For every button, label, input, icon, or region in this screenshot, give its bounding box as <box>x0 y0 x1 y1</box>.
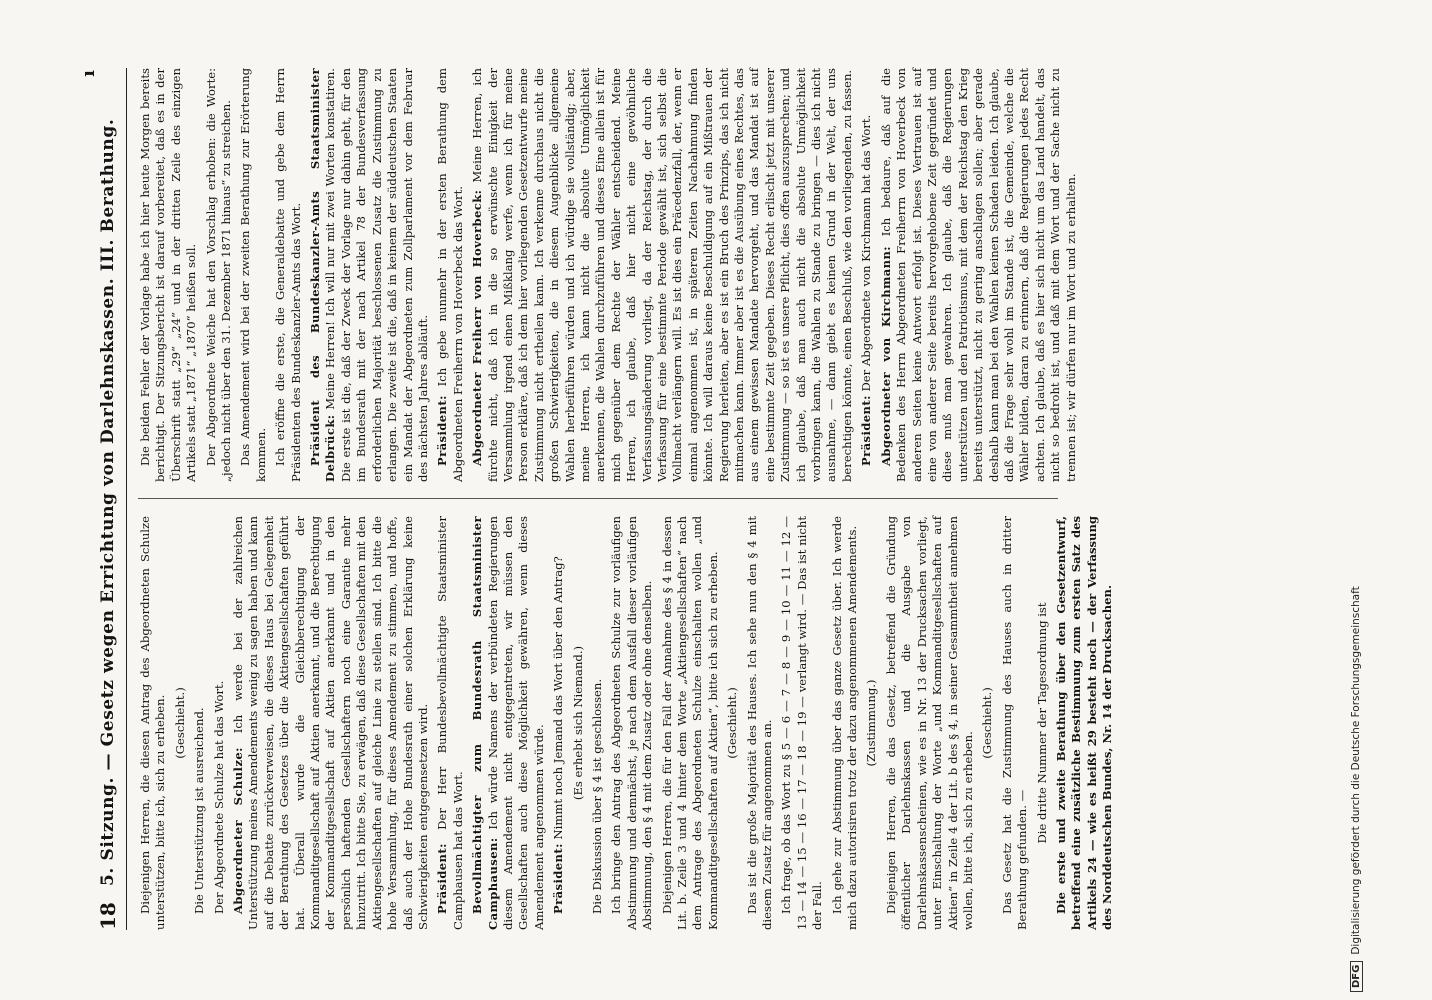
paragraph: Ich frage, ob das Wort zu § 5 — 6 — 7 — 8 — 9 — 10 — 11 — 12 — 13 — 14 — 15 — 16 — 17 — 18 — 19 — verlangt wird. — Das ist nicht der Fall. <box>779 516 825 930</box>
paragraph: Die dritte Nummer der Tagesordnung ist <box>1034 602 1049 844</box>
page-number: 18 <box>96 902 120 930</box>
speaker-name: Präsident: <box>551 843 566 914</box>
speech-text: Ich bedaure, daß auf die Bedenken des Herrn Abgeordneten Freiherrn von Hoverbeck von anderen Seiten keine Antwort erfolgt ist. Dieses Vertrauen ist auf eine von anderer Seite bereits hervorgehobene Zeit gegründet und diese muß man gewahren. Ich glaube, daß die Regierungen unterstützen und den Patriotismus, mit dem der Reichstag den Krieg bereits unterstützt, nicht zu gering anschlagen sollen; aber gerade deshalb kann man bei den Wahlen keinen Schaden leiden. Ich glaube, daß die Frage sehr wohl im Stande ist, die Gemeinde, welche die Wähler bilden, daran zu erinnern, daß die Regierungen jedes Recht achten. Ich glaube, daß es hier sich nicht um das Land handelt, das nicht so bedroht ist, und daß mit dem Wort und der Sache nicht zu trennen ist; wir dürfen nur im Wort und zu erhalten. <box>878 68 1078 482</box>
footer-text: Digitalisierung gefördert durch die Deutsche Forschungsgemeinschaft <box>1350 586 1362 955</box>
speech-text: Meine Herren! Ich will nur mit zwei Worten konstatiren. Die erste ist die, daß der Zweck der Vorlage nur dahin geht, für den im Bundesrath mit der nach Artikel 78 der Bundesverfassung erforderlichen Majorität beschlossenen Zusatz die Zustimmung zu erlangen. Die zweite ist die, daß in keinem der süddeutschen Staaten ein Mandat der Abgeordneten zum Zollparlament vor dem Februar des nächsten Jahres abläuft. <box>323 68 430 482</box>
agenda-item: Die erste und zweite Berathung über den Gesetzentwurf, betreffend eine zusätzliche Bestimmung zum ersten Satz des Artikels 24 — wie es heißt 29 besteht noch — der Verfassung des Norddeutschen Bundes, Nr. 14 der Drucksachen. <box>1053 516 1115 930</box>
speech <box>308 68 431 482</box>
speaker-name: Präsident: <box>859 395 874 466</box>
stage-direction: (Geschieht.) <box>725 687 740 759</box>
speech <box>470 516 547 930</box>
speech-text: Nimmt noch Jemand das Wort über den Antrag? <box>551 556 566 840</box>
speech <box>435 516 466 930</box>
paragraph: Diejenigen Herren, die das Gesetz, betreffend die Gründung öffentlicher Darlehnskassen und die Ausgabe von Darlehnskassenscheinen, wie es in Nr. 13 der Drucksachen vorliegt, unter Einschaltung der Worte „und Kommanditgesellschaften auf Aktien“ in Zeile 4 der Lit. b des § 4, in seiner Gesammtheit annehmen wollen, bitte ich, sich zu erheben. <box>883 516 975 930</box>
paragraph: Der Abgeordnete Schulze hat das Wort. <box>211 680 226 914</box>
speaker-name: Präsident: <box>435 395 450 466</box>
speech-text: Der Herr Bundesbevollmächtigte Staatsminister Camphausen hat das Wort. <box>435 515 465 930</box>
margin-mark: ı <box>78 70 99 77</box>
footer-credit <box>1350 12 1372 992</box>
paragraph: Ich gehe zur Abstimmung über das ganze Gesetz über. Ich werde mich dazu autorisiren trotz der dazu angenommenen Amendements. <box>829 516 860 930</box>
page-title: 5. Sitzung. — Gesetz wegen Errichtung von Darlehnskassen. III. Berathung. <box>98 118 118 886</box>
paragraph: Diejenigen Herren, die für den Fall der Annahme des § 4 in dessen Lit. b. Zeile 3 und 4 hinter dem Worte „Aktiengesellschaften“ nach dem Antrage des Abgeordneten Schulze einschalten wollen „und Kommanditgesellschaften auf Aktien“, bitte ich sich zu erheben. <box>659 516 720 930</box>
left-column <box>138 516 1120 930</box>
stage-direction: (Zustimmung.) <box>864 679 879 767</box>
speaker-name: Präsident: <box>435 843 450 914</box>
speaker-name: Abgeordneter Schulze: <box>231 747 246 914</box>
speech <box>435 68 466 482</box>
speaker-name: Bevollmächtigter zum Bundesrath Staatsminister Camphausen: <box>470 516 500 930</box>
page-header <box>78 68 127 930</box>
speech-text: Meine Herren, ich fürchte nicht, daß ich in die so erwünschte Einigkeit der Versammlung irgend einen Mißklang werfe, wenn ich für meine Person erkläre, daß ich dem hier vorliegenden Gesetzentwurfe meine Zustimmung nicht ertheilen kann. Ich verkenne durchaus nicht die großen Schwierigkeiten, die in diesem Augenblicke allgemeine Wahlen herbeiführen würden und ich würdige sie vollständig; aber, meine Herren, ich kann nicht die absolute Unmöglichkeit anerkennen, die Wahlen durchzuführen und dieses Eine allein ist für mich gegenüber dem Rechte der Wähler entscheidend. Meine Herren, ich glaube, daß hier nicht eine gewöhnliche Verfassungsänderung vorliegt, da der Reichstag, der durch die Verfassung für eine bestimmte Periode gewählt ist, sich selbst die Vollmacht verlängern will. Es ist dies ein Präcedenzfall, der, wenn er einmal angenommen ist, in späteren Zeiten Nachahmung finden könnte. Ich will daraus keine Beschuldigung auf ein Mißtrauen der Regierung herleiten, aber es ist ein Bruch des Prinzips, das ich nicht mitmachen kann. Immer aber ist es die Ausübung eines Rechtes, das aus einem gewissen Mandate hervorgeht, und das Mandat ist auf eine bestimmte Zeit gegeben. Dieses Recht erlischt jetzt mit unserer Zustimmung — so ist es unsere Pflicht, dies offen auszusprechen; und ich glaube, daß man auch nicht die absolute Unmöglichkeit vorbringen kann, die Wahlen zu Stande zu bringen — dies ich nicht ausnahme, — dann giebt es keinen Grund in der Welt, der uns berechtigen könnte, einen Beschluß, wie den vorliegenden, zu fassen. <box>470 68 854 482</box>
speech-text: Ich würde Namens der verbündeten Regierungen diesem Amendement nicht entgegentreten, wir müssen den Gesellschaften auch diese Möglichkeit gewähren, wenn dieses Amendement angenommen würde. <box>485 516 546 930</box>
paragraph: Ich eröffne die erste, die Generaldebatte und gebe dem Herrn Präsidenten des Bundeskanzler-Amts das Wort. <box>273 68 303 482</box>
paragraph: Das Amendement wird bei der zweiten Berathung zur Erörterung kommen. <box>238 68 268 482</box>
speech <box>551 516 566 930</box>
speech <box>879 68 1079 482</box>
document-page <box>78 68 1332 930</box>
paragraph: Das ist die große Majorität des Hauses. Ich sehe nun den § 4 mit diesem Zusatz für angenommen an. <box>744 516 775 930</box>
speech-text: Ich gebe nunmehr in der ersten Berathung dem Abgeordneten Freiherrn von Hoverbeck das Wort. <box>435 68 465 482</box>
dfg-logo: DFG <box>1350 961 1363 992</box>
paragraph: Die Diskussion über § 4 ist geschlossen. <box>589 678 604 914</box>
speech-text: Der Abgeordnete von Kirchmann hat das Wort. <box>859 114 874 392</box>
speech <box>470 68 855 482</box>
paragraph: Die Unterstützung ist ausreichend. <box>192 707 207 914</box>
paragraph: Diejenigen Herren, die diesen Antrag des Abgeordneten Schulze unterstützen, bitte ich, sich zu erheben. <box>138 516 168 930</box>
paragraph: Die beiden Fehler der Vorlage habe ich hier heute Morgen bereits berichtigt. Der Sitzungsbericht ist darauf vorbereitet, daß es in der Überschrift statt „29“ „24“ und in der dritten Zeile des einzigen Artikels statt „1871“ „1870“ heißen soll. <box>138 68 199 482</box>
speaker-name: Abgeordneter Freiherr von Hoverbeck: <box>470 189 485 466</box>
stage-direction: (Es erhebt sich Niemand.) <box>570 645 585 801</box>
speaker-name: Präsident des Bundeskanzler-Amts Staatsminister Delbrück: <box>308 68 338 482</box>
right-column <box>138 68 1083 482</box>
column-divider <box>138 498 1058 499</box>
paragraph: Ich bringe den Antrag des Abgeordneten Schulze zur vorläufigen Abstimmung und demnächst, je nach dem Ausfall dieser vorläufigen Abstimmung, den § 4 mit dem Zusatz oder ohne denselben. <box>609 516 655 930</box>
speech <box>859 68 874 482</box>
stage-direction: (Geschieht.) <box>980 687 995 759</box>
speech <box>231 516 431 930</box>
paragraph: Das Gesetz hat die Zustimmung des Hauses auch in dritter Berathung gefunden. — <box>999 516 1030 930</box>
paragraph: Der Abgeordnete Weiche hat den Vorschlag erhoben: die Worte: „jedoch nicht über den 31. Dezember 1871 hinaus“ zu streichen. <box>203 68 234 482</box>
speech-text: Ich werde bei der zahlreichen Unterstützung meines Amendements wenig zu sagen haben und kann auf die Debatte zurückverweisen, die dieses Haus bei Gelegenheit der Berathung des Gesetzes über die Aktiengesellschaften geführt hat. Überall wurde die Gleichberechtigung der Kommanditgesellschaft auf Aktien anerkannt, und die Berechtigung der Kommanditgesellschaft auf Aktien anerkannt und in den persönlich haftenden Gesellschaftern noch eine Garantie mehr hinzutritt. Ich bitte Sie, zu erwägen, daß diese Gesellschaften mit den Aktiengesellschaften auf gleiche Linie zu stellen sind. Ich bitte die hohe Versammlung, für dieses Amendement zu stimmen, und hoffe, daß auch der Hohe Bundesrath einer solchen Erklärung keine Schwierigkeiten entgegensetzen wird. <box>231 516 430 930</box>
speaker-name: Abgeordneter von Kirchmann: <box>878 246 893 466</box>
stage-direction: (Geschieht.) <box>172 687 187 759</box>
